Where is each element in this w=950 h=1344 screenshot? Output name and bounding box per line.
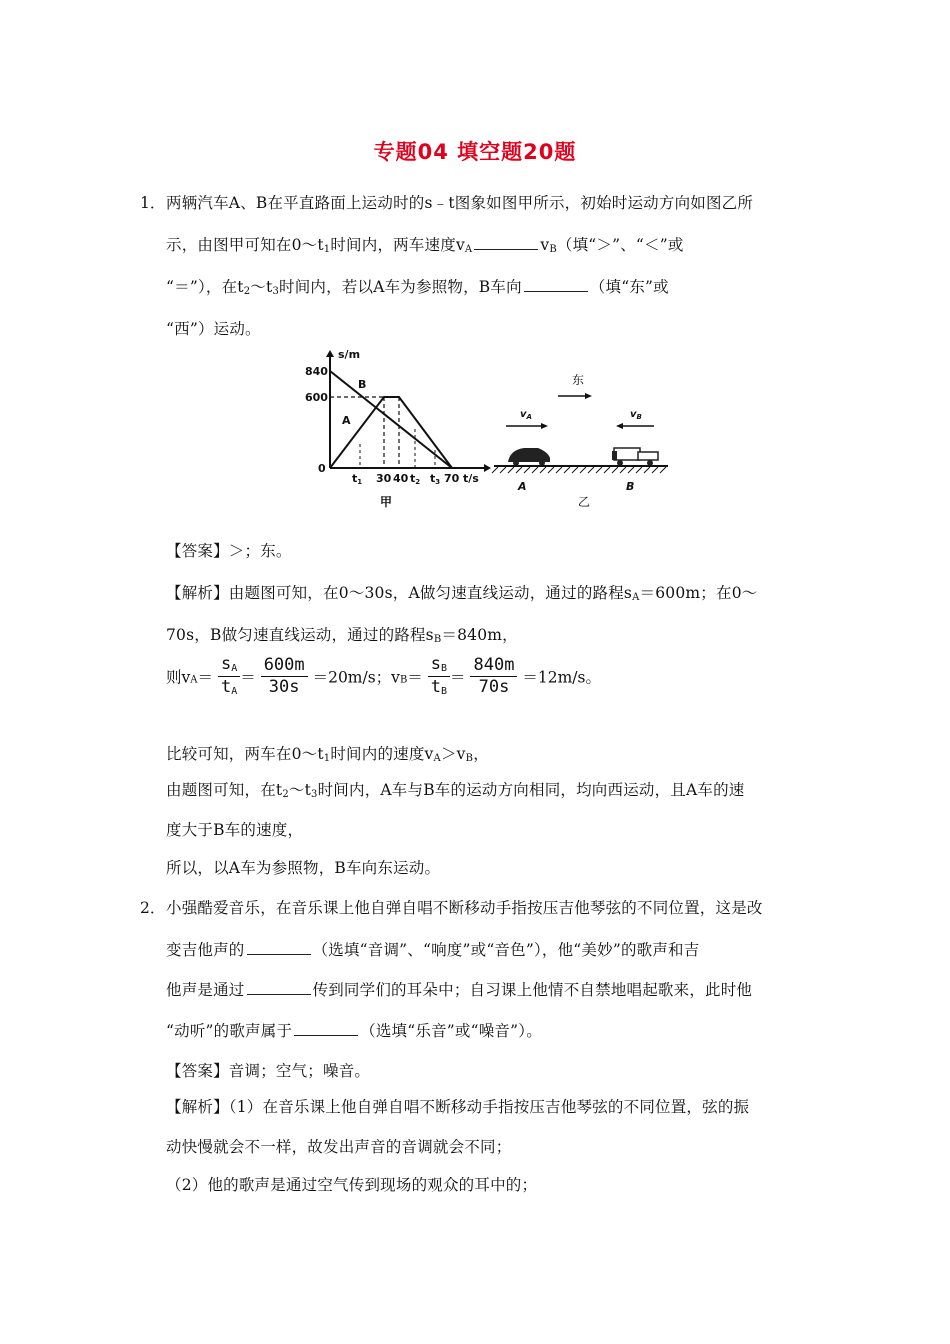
answer-blank bbox=[524, 279, 588, 292]
st-graph-and-road-figure bbox=[292, 344, 692, 514]
answer-blank bbox=[294, 1023, 358, 1036]
question-2-number: 2． bbox=[140, 899, 166, 917]
answer-blank bbox=[247, 942, 311, 955]
q1-answer: 【答案】＞；东。 bbox=[166, 542, 292, 560]
truck-b-icon bbox=[612, 448, 658, 466]
vb-label: $v_B$ bbox=[630, 409, 642, 421]
car-a-icon bbox=[508, 448, 550, 466]
q1-compare-4: 所以，以A车为参照物，B车向东运动。 bbox=[166, 859, 441, 877]
page-title: 专题04 填空题20题 bbox=[373, 140, 577, 164]
q1-analysis-2: 70s，B做匀速直线运动，通过的路程$s_B=840m$， bbox=[166, 626, 518, 645]
q1-line-3: “＝”），在$t_2\sim t_3$时间内，若以A车为参照物，B车向 （填“东”或 bbox=[166, 278, 669, 297]
figure-yi-label: 乙 bbox=[578, 495, 591, 509]
figure-jia-label: 甲 bbox=[380, 495, 393, 509]
x-tick-70: 70 bbox=[444, 472, 460, 485]
q1-line-4: “西”）运动。 bbox=[166, 320, 261, 338]
x-tick-t2: t2 bbox=[410, 472, 421, 486]
east-label: 东 bbox=[572, 373, 585, 387]
q2-analysis-3: （2）他的歌声是通过空气传到现场的观众的耳中的； bbox=[166, 1176, 538, 1194]
va-label: $v_A$ bbox=[520, 409, 532, 421]
q2-line-3: 他声是通过 传到同学们的耳朵中；自习课上他情不自禁地唱起歌来，此时他 bbox=[166, 981, 753, 999]
q1-analysis-1: 【解析】由题图可知，在0～30s，A做匀速直线运动，通过的路程$s_A=600m$；在0～ bbox=[166, 584, 758, 603]
label-a: A bbox=[342, 414, 351, 427]
q1-line-1: 两辆汽车A、B在平直路面上运动时的s﹣t图象如图甲所示，初始时运动方向如图乙所 bbox=[166, 194, 754, 212]
q1-speed-formula: 则$v_A=$ $\frac{s_A}{t_A}$ ＝ $\frac{600m}{30s}$ ＝20m/s；$v_B=$ $\frac{s_B}{t_B}$ ＝ $\frac{840m}{70s}$ ＝12m/s。 bbox=[166, 654, 601, 697]
q2-line-4: “动听”的歌声属于 （选填“乐音”或“噪音”）。 bbox=[166, 1022, 542, 1040]
q2-answer: 【答案】音调；空气；噪音。 bbox=[166, 1062, 371, 1080]
answer-blank bbox=[247, 982, 311, 995]
x-tick-40: 40 bbox=[393, 472, 409, 485]
q1-compare-1: 比较可知，两车在$0\sim t_1$时间内的速度$v_A>v_B$， bbox=[166, 745, 489, 764]
car-a-label: A bbox=[518, 480, 527, 493]
q1-compare-2: 由题图可知，在$t_2\sim t_3$时间内，A车与B车的运动方向相同，均向西运动，且A车的速 bbox=[166, 781, 745, 800]
x-tick-30: 30 bbox=[376, 472, 392, 485]
x-tick-t1: t1 bbox=[352, 472, 363, 486]
q2-analysis-2: 动快慢就会不一样，故发出声音的音调就会不同； bbox=[166, 1138, 512, 1156]
y-tick-840: 840 bbox=[305, 365, 328, 378]
x-axis-label: t/s bbox=[463, 472, 479, 485]
line-a bbox=[330, 397, 452, 468]
q2-line-2: 变吉他声的 （选填“音调”、“响度”或“音色”），他“美妙”的歌声和吉 bbox=[166, 941, 700, 959]
answer-blank bbox=[474, 237, 538, 250]
q1-line-2: 示，由图甲可知在$0\sim t_1$时间内，两车速度$v_A$ $v_B$（填“＞”、“＜”或 bbox=[166, 236, 684, 255]
y-axis-label: s/m bbox=[338, 348, 361, 361]
label-b: B bbox=[358, 378, 367, 391]
question-1-number: 1． bbox=[140, 194, 166, 212]
x-tick-t3: t3 bbox=[430, 472, 441, 486]
y-tick-600: 600 bbox=[305, 391, 328, 404]
origin-label: 0 bbox=[318, 462, 326, 475]
q2-analysis-1: 【解析】（1）在音乐课上他自弹自唱不断移动手指按压吉他琴弦的不同位置，弦的振 bbox=[166, 1098, 750, 1116]
q1-compare-3: 度大于B车的速度， bbox=[166, 821, 304, 839]
q2-line-1: 小强酷爱音乐，在音乐课上他自弹自唱不断移动手指按压吉他琴弦的不同位置，这是改 bbox=[166, 899, 763, 917]
truck-b-label: B bbox=[626, 480, 635, 493]
